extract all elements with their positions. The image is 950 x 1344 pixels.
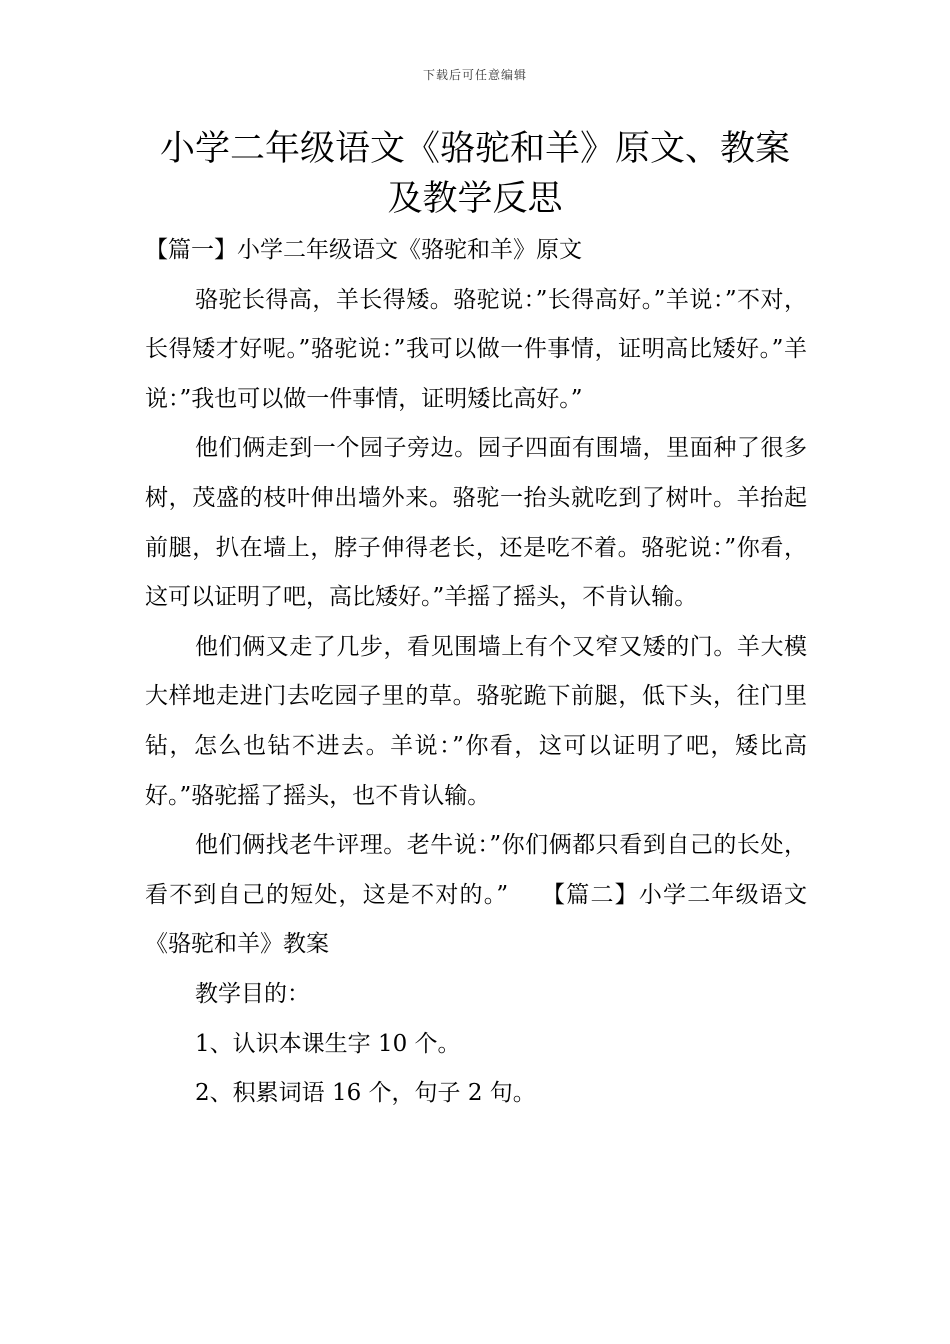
paragraph-with-section-heading-2: 他们俩找老牛评理。老牛说：”你们俩都只看到自己的长处，看不到自己的短处，这是不对的。” 【篇二】小学二年级语文《骆驼和羊》教案 [145,832,807,958]
list-item: 2、积累词语 16 个，句子 2 句。 [195,1080,536,1107]
section-heading-1: 【篇一】小学二年级语文《骆驼和羊》原文 [145,237,582,263]
paragraph: 骆驼长得高，羊长得矮。骆驼说：”长得高好。”羊说：”不对，长得矮才好呢。”骆驼说：”我可以做一件事情，证明高比矮好。”羊说：”我也可以做一件事情，证明矮比高好。” [145,286,807,412]
header-note: 下载后可任意编辑 [422,68,527,82]
paragraph: 他们俩走到一个园子旁边。园子四面有围墙，里面种了很多树，茂盛的枝叶伸出墙外来。骆驼一抬头就吃到了树叶。羊抬起前腿，扒在墙上，脖子伸得老长，还是吃不着。骆驼说：”你看，这可以证明了吧，高比矮好。”羊摇了摇头，不肯认输。 [145,435,807,611]
teaching-objectives-heading: 教学目的： [195,980,310,1007]
list-item: 1、认识本课生字 10 个。 [195,1030,461,1057]
document-title: 小学二年级语文《骆驼和羊》原文、教案及教学反思 [159,129,790,219]
document-body [145,226,807,1119]
paragraph: 他们俩又走了几步，看见围墙上有个又窄又矮的门。羊大模大样地走进门去吃园子里的草。骆驼跪下前腿，低下头，往门里钻，怎么也钻不进去。羊说：”你看，这可以证明了吧，矮比高好。”骆驼摇了摇头，也不肯认输。 [145,633,807,809]
